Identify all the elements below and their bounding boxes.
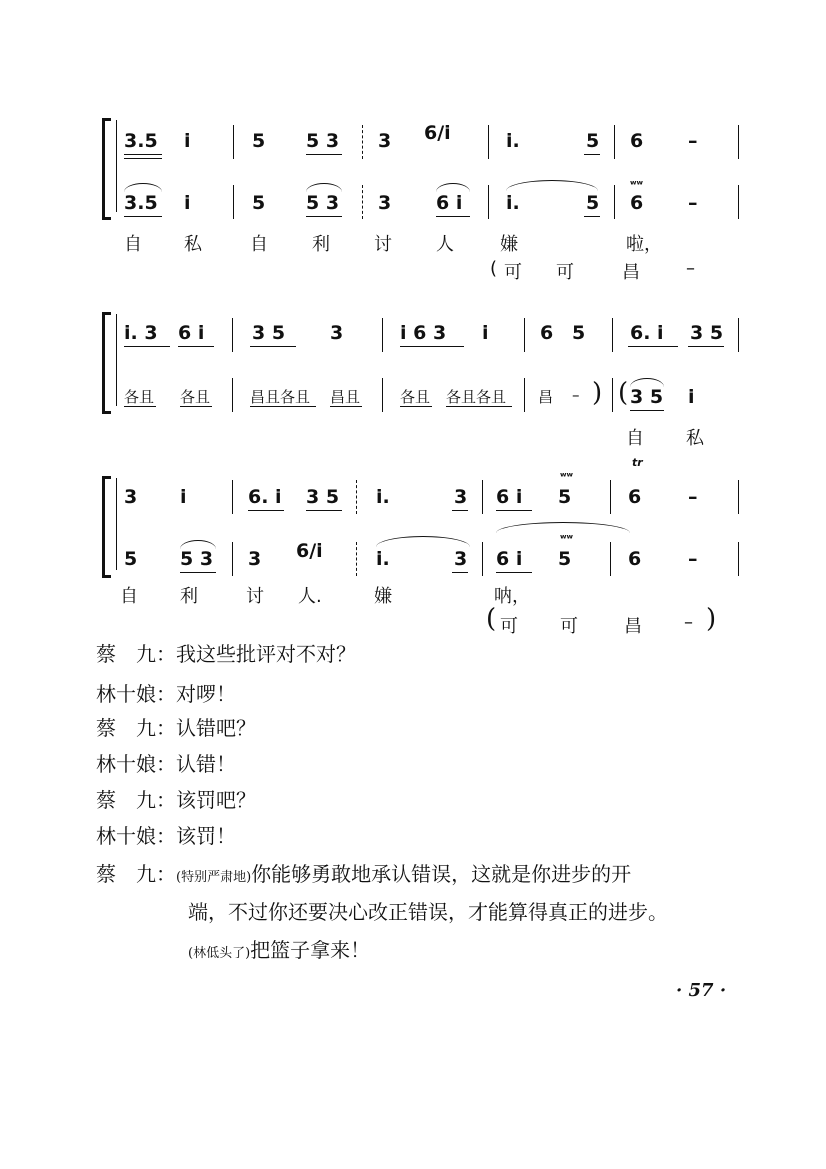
barline [738, 542, 739, 576]
percussion-syllable: 可 [560, 616, 578, 637]
barline [738, 125, 739, 159]
underline [180, 406, 212, 407]
lyric: 私 [686, 428, 704, 449]
system-bracket-line [116, 314, 117, 406]
percussion-syllable: 可 [504, 262, 522, 283]
note: 6 [628, 548, 642, 570]
note: 3 [330, 322, 344, 344]
lyric: 啦， [626, 234, 662, 255]
barline [356, 542, 357, 576]
barline [362, 185, 363, 219]
system-bracket [102, 312, 111, 414]
percussion-syllable: – [684, 612, 693, 633]
underline [330, 406, 362, 407]
underline [496, 572, 532, 573]
barline [738, 185, 739, 219]
percussion-syllable: 昌且各且 [250, 388, 311, 406]
dialogue-continuation: 端，不过你还要决心改正错误，才能算得真正的进步。 [188, 900, 668, 924]
underline [250, 346, 296, 347]
percussion-syllable: 各且各且 [446, 388, 507, 406]
barline [738, 318, 739, 352]
note: i. [506, 130, 520, 152]
percussion-paren: ( [486, 604, 497, 634]
system-bracket [102, 476, 111, 578]
percussion-paren: ) [592, 378, 603, 408]
note: 5 3 [180, 548, 214, 570]
lyric: 自 [120, 586, 138, 607]
note: 6. i [248, 486, 282, 508]
barline [488, 185, 489, 219]
percussion-syllable: 可 [500, 616, 518, 637]
trill-mark: tr [632, 456, 643, 469]
note: – [688, 192, 698, 214]
note: 5 [586, 130, 600, 152]
note: 5 3 [306, 192, 340, 214]
speaker-name: 林十娘： [96, 824, 176, 848]
barline [614, 185, 615, 219]
lyric: 嫌 [374, 586, 392, 607]
underline [630, 410, 664, 411]
note: 6 [628, 486, 642, 508]
speaker-name: 蔡 九： [96, 788, 176, 812]
note: i. [376, 548, 390, 570]
note: 6. i [630, 322, 664, 344]
barline [612, 318, 613, 352]
barline [614, 125, 615, 159]
note: 6/i [296, 540, 323, 562]
underline [688, 346, 724, 347]
note: i [180, 486, 187, 508]
note: 5 [586, 192, 600, 214]
percussion-syllable: – [686, 258, 695, 279]
stage-direction: (特别严肃地) [176, 870, 252, 885]
slur [124, 183, 162, 192]
dialogue-line [96, 678, 236, 707]
note: i [482, 322, 489, 344]
underline [436, 216, 470, 217]
percussion-syllable: 各且 [124, 388, 155, 406]
percussion-syllable: 昌 [538, 388, 554, 406]
note: 3 5 [630, 386, 664, 408]
paren: ( [618, 378, 629, 408]
speaker-name: 林十娘： [96, 752, 176, 776]
note: 3.5 [124, 192, 158, 214]
underline [400, 406, 432, 407]
note: 3 5 [690, 322, 724, 344]
note: 3 [378, 130, 392, 152]
mordent-mark: ʷʷ [630, 178, 643, 191]
underline [124, 158, 162, 159]
lyric: 呐， [494, 586, 530, 607]
note: 5 [124, 548, 138, 570]
barline [232, 318, 233, 352]
system-bracket-line [116, 478, 117, 570]
barline [524, 378, 525, 412]
system-bracket-line [116, 120, 117, 212]
note: 6 [630, 130, 644, 152]
note: i [184, 130, 191, 152]
note: 6/i [424, 122, 451, 144]
speaker-name: 林十娘： [96, 682, 176, 706]
barline [524, 318, 525, 352]
note: 3 [454, 486, 468, 508]
lyric: 自 [124, 234, 142, 255]
lyric: 私 [184, 234, 202, 255]
percussion-syllable: – [572, 386, 580, 404]
underline [250, 406, 316, 407]
page-number: · 57 · [676, 980, 727, 1001]
underline [452, 572, 468, 573]
underline [446, 406, 512, 407]
slur [376, 536, 470, 547]
barline [610, 480, 611, 514]
dialogue-text: 该罚吧？ [176, 788, 256, 812]
slur [506, 180, 598, 191]
underline [178, 346, 214, 347]
dialogue-continuation [188, 934, 370, 963]
lyric: 利 [180, 586, 198, 607]
lyric: 自 [626, 428, 644, 449]
percussion-syllable: 昌 [624, 616, 642, 637]
percussion-syllable: 可 [556, 262, 574, 283]
dialogue-text: 对啰！ [176, 682, 236, 706]
note: – [688, 486, 698, 508]
dialogue-line [96, 784, 256, 813]
barline [610, 542, 611, 576]
dialogue-line [96, 748, 236, 777]
lyric: 讨 [246, 586, 264, 607]
percussion-syllable: 各且 [180, 388, 211, 406]
note: 5 [558, 548, 572, 570]
lyric: 利 [312, 234, 330, 255]
note: 6 i [178, 322, 205, 344]
dialogue-text: 我这些批评对不对？ [176, 642, 356, 666]
note: 3 5 [252, 322, 286, 344]
note: 5 [572, 322, 586, 344]
underline [400, 346, 464, 347]
underline [124, 154, 162, 155]
lyric: 人 [436, 234, 454, 255]
system-bracket [102, 118, 111, 220]
note: 6 [540, 322, 554, 344]
note: i 6 3 [400, 322, 447, 344]
lyric: 讨 [374, 234, 392, 255]
note: 3 [124, 486, 138, 508]
underline [628, 346, 678, 347]
underline [452, 510, 468, 511]
note: i. 3 [124, 322, 158, 344]
dialogue-text: 你能够勇敢地承认错误，这就是你进步的开 [251, 862, 632, 886]
note: 5 [558, 486, 572, 508]
mordent-mark: ʷʷ [560, 470, 573, 483]
lyric: 自 [250, 234, 268, 255]
underline [124, 346, 170, 347]
underline [180, 572, 216, 573]
underline [124, 216, 162, 217]
lyric: 人. [298, 586, 322, 607]
barline [612, 378, 613, 412]
barline [482, 542, 483, 576]
dialogue-text: 认错吧？ [176, 716, 256, 740]
percussion-paren: ( [490, 258, 498, 279]
barline [356, 480, 357, 514]
note: i. [506, 192, 520, 214]
dialogue-text: 把篮子拿来！ [250, 938, 371, 962]
note: 3 [454, 548, 468, 570]
barline [382, 318, 383, 352]
percussion-syllable: 昌 [622, 262, 640, 283]
slur [306, 183, 342, 192]
barline [482, 480, 483, 514]
note: 3 [248, 548, 262, 570]
note: – [688, 130, 698, 152]
dialogue-line [96, 858, 631, 887]
dialogue-text: 认错！ [176, 752, 236, 776]
stage-direction: (林低头了) [188, 946, 251, 961]
note: 6 i [496, 486, 523, 508]
dialogue-line [96, 638, 356, 667]
underline [306, 216, 342, 217]
note: 3 [378, 192, 392, 214]
barline [232, 542, 233, 576]
dialogue-text: 该罚！ [176, 824, 236, 848]
lyric: 嫌 [500, 234, 518, 255]
mordent-mark: ʷʷ [560, 532, 573, 545]
note: i [688, 386, 695, 408]
barline [382, 378, 383, 412]
note: i [184, 192, 191, 214]
percussion-syllable: 各且 [400, 388, 431, 406]
note: 3.5 [124, 130, 158, 152]
barline [488, 125, 489, 159]
barline [233, 185, 234, 219]
underline [306, 154, 342, 155]
barline [362, 125, 363, 159]
note: 6 [630, 192, 644, 214]
underline [584, 154, 600, 155]
barline [232, 378, 233, 412]
note: i. [376, 486, 390, 508]
dialogue-line [96, 820, 236, 849]
slur [436, 183, 470, 192]
barline [232, 480, 233, 514]
underline [496, 510, 532, 511]
barline [233, 125, 234, 159]
underline [584, 216, 600, 217]
barline [738, 480, 739, 514]
underline [248, 510, 284, 511]
note: 6 i [496, 548, 523, 570]
note: 5 3 [306, 130, 340, 152]
underline [306, 510, 342, 511]
note: 5 [252, 192, 266, 214]
dialogue-line [96, 712, 256, 741]
speaker-name: 蔡 九： [96, 862, 176, 886]
speaker-name: 蔡 九： [96, 716, 176, 740]
note: – [688, 548, 698, 570]
underline [124, 406, 156, 407]
percussion-paren: ) [706, 604, 717, 634]
note: 3 5 [306, 486, 340, 508]
speaker-name: 蔡 九： [96, 642, 176, 666]
percussion-syllable: 昌且 [330, 388, 361, 406]
note: 6 i [436, 192, 463, 214]
note: 5 [252, 130, 266, 152]
